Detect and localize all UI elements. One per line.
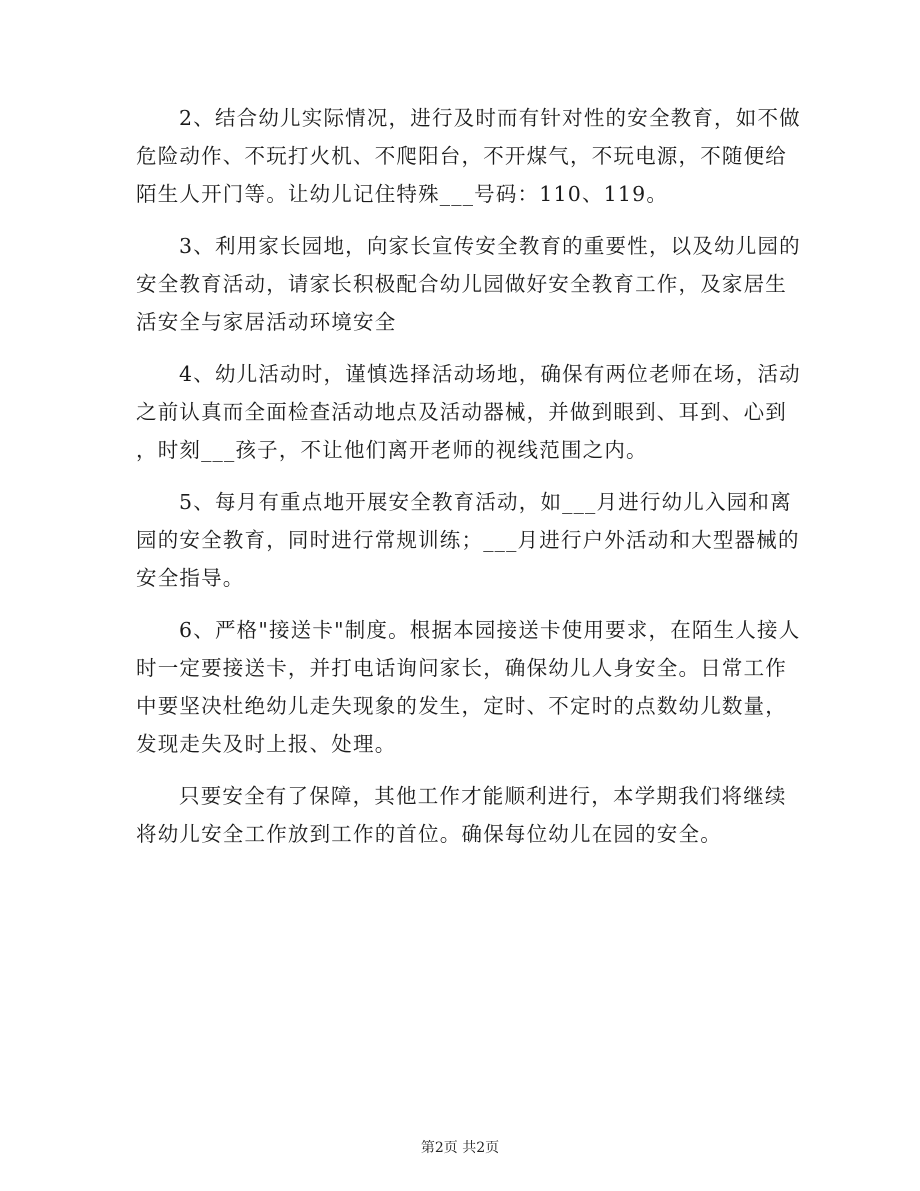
page-footer: 第2页 共2页: [420, 1140, 500, 1156]
paragraph-line: 陌生人开门等。让幼儿记住特殊___号码：110、119。: [136, 182, 669, 206]
paragraph-line: 危险动作、不玩打火机、不爬阳台，不开煤气，不玩电源，不随便给: [136, 144, 787, 168]
paragraph-line: 时一定要接送卡，并打电话询问家长，确保幼儿人身安全。日常工作: [136, 656, 787, 680]
paragraph-3: [136, 355, 801, 469]
paragraph-2: [136, 227, 801, 341]
paragraph-line: 中要坚决杜绝幼儿走失现象的发生，定时、不定时的点数幼儿数量，: [136, 694, 787, 718]
paragraph-6: [136, 777, 788, 853]
paragraph-line: 发现走失及时上报、处理。: [136, 732, 397, 756]
paragraph-line: 4、幼儿活动时，谨慎选择活动场地，确保有两位老师在场，活动: [179, 362, 801, 386]
paragraph-1: [136, 99, 801, 213]
paragraph-line: 只要安全有了保障，其他工作才能顺利进行，本学期我们将继续: [179, 784, 787, 808]
paragraph-line: 将幼儿安全工作放到工作的首位。确保每位幼儿在园的安全。: [136, 822, 722, 846]
paragraph-line: 之前认真而全面检查活动地点及活动器械，并做到眼到、耳到、心到: [136, 400, 787, 424]
paragraph-5: [136, 611, 801, 763]
paragraph-line: 3、利用家长园地，向家长宣传安全教育的重要性，以及幼儿园的: [179, 234, 801, 258]
paragraph-line: 安全指导。: [136, 566, 245, 590]
paragraph-line: 活安全与家居活动环境安全: [136, 310, 397, 334]
paragraph-line: 5、每月有重点地开展安全教育活动，如___月进行幼儿入园和离: [179, 490, 792, 514]
paragraph-line: 6、严格"接送卡"制度。根据本园接送卡使用要求，在陌生人接人: [179, 618, 801, 642]
paragraph-4: [136, 483, 800, 597]
paragraph-line: 园的安全教育，同时进行常规训练；___月进行户外活动和大型器械的: [136, 528, 800, 552]
paragraph-line: 安全教育活动，请家长积极配合幼儿园做好安全教育工作，及家居生: [136, 272, 787, 296]
paragraph-line: 2、结合幼儿实际情况，进行及时而有针对性的安全教育，如不做: [179, 106, 801, 130]
paragraph-line: ，时刻___孩子，不让他们离开老师的视线范围之内。: [136, 438, 648, 462]
document-body: [136, 99, 801, 867]
